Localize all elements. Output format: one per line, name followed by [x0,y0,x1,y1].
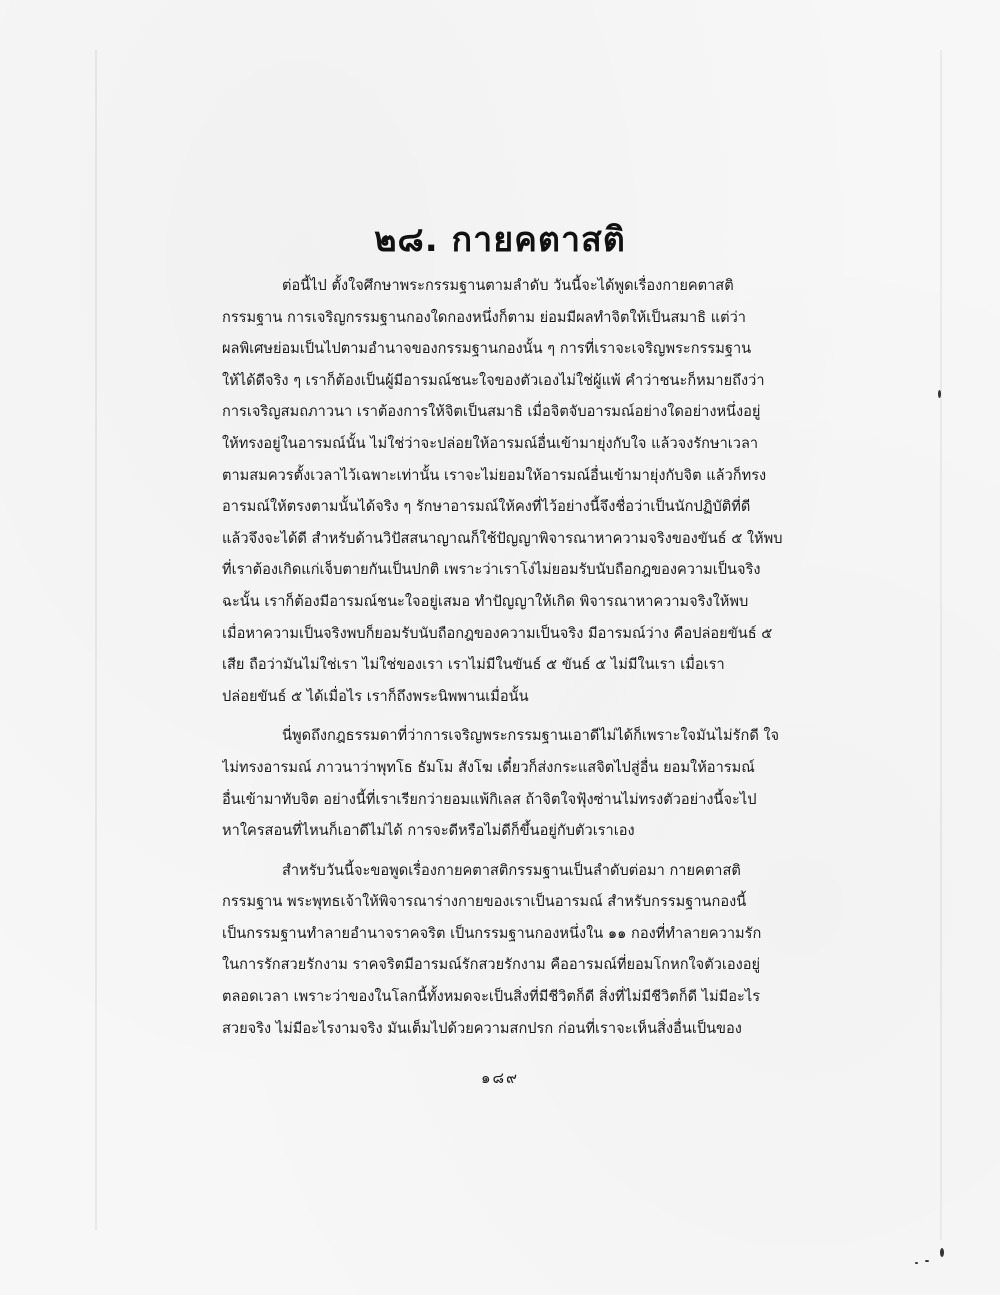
text-line: ปล่อยขันธ์ ๕ ได้เมื่อไร เราก็ถึงพระนิพพานเมื่อนั้น [222,687,529,705]
text-line: ฉะนั้น เราก็ต้องมีอารมณ์ชนะใจอยู่เสมอ ทำปัญญาให้เกิด พิจารณาหาความจริงให้พบ [222,592,749,610]
text-line: เป็นกรรมฐานทำลายอำนาจราคจริต เป็นกรรมฐานกองหนึ่งใน ๑๑ กองที่ทำลายความรัก [222,924,762,942]
text-line: กรรมฐาน การเจริญกรรมฐานกองใดกองหนึ่งก็ตาม ย่อมมีผลทำจิตให้เป็นสมาธิ แต่ว่า [222,308,746,326]
paragraph-2 [222,720,834,846]
text-line: อื่นเข้ามาทับจิต อย่างนี้ที่เราเรียกว่ายอมแพ้กิเลส ถ้าจิตใจฟุ้งซ่านไม่ทรงตัวอย่างนี้จะไป [222,790,757,808]
text-line: ตลอดเวลา เพราะว่าของในโลกนี้ทั้งหมดจะเป็นสิ่งที่มีชีวิตก็ดี สิ่งที่ไม่มีชีวิตก็ดี ไม่มีอะไร [222,988,761,1006]
page-number: ๑๘๙ [480,1069,520,1087]
paragraph-3 [222,855,834,1045]
text-line: แล้วจึงจะได้ดี สำหรับด้านวิปัสสนาญาณก็ใช้ปัญญาพิจารณาหาความจริงของขันธ์ ๕ ให้พบ [222,529,783,547]
text-line: การเจริญสมถภาวนา เราต้องการให้จิตเป็นสมาธิ เมื่อจิตจับอารมณ์อย่างใดอย่างหนึ่งอยู่ [222,403,761,421]
text-line: สวยจริง ไม่มีอะไรงามจริง มันเต็มไปด้วยความสกปรก ก่อนที่เราจะเห็นสิ่งอื่นเป็นของ [222,1019,742,1037]
paragraph-gap [222,712,834,720]
paragraph-1 [222,270,834,712]
text-line: ผลพิเศษย่อมเป็นไปตามอำนาจของกรรมฐานกองนั้น ๆ การที่เราจะเจริญพระกรรมฐาน [222,340,752,358]
scan-speck [940,1248,944,1257]
scan-speck [938,390,941,398]
text-line: ในการรักสวยรักงาม ราคจริตมีอารมณ์รักสวยรักงาม คืออารมณ์ที่ยอมโกหกใจตัวเองอยู่ [222,956,761,974]
text-line: ตามสมควรตั้งเวลาไว้เฉพาะเท่านั้น เราจะไม่ยอมให้อารมณ์อื่นเข้ามายุ่งกับจิต แล้วก็ทรง [222,466,767,484]
body-text [222,270,834,1044]
text-line: หาใครสอนที่ไหนก็เอาดีไม่ได้ การจะดีหรือไม่ดีก็ขึ้นอยู่กับตัวเราเอง [222,822,635,840]
text-line: ให้ได้ดีจริง ๆ เราก็ต้องเป็นผู้มีอารมณ์ชนะใจของตัวเองไม่ใช่ผู้แพ้ คำว่าชนะก็หมายถึงว่า [222,371,765,389]
scan-speck [915,1262,918,1264]
text-line: กรรมฐาน พระพุทธเจ้าให้พิจารณาร่างกายของเราเป็นอารมณ์ สำหรับกรรมฐานกองนี้ [222,893,747,911]
text-line: อารมณ์ให้ตรงตามนั้นได้จริง ๆ รักษาอารมณ์ให้คงที่ไว้อย่างนี้จึงชื่อว่าเป็นนักปฏิบัติที่ดี [222,498,751,516]
chapter-title: ๒๘. กายคตาสติ [374,220,626,260]
text-line: ที่เราต้องเกิดแก่เจ็บตายกันเป็นปกติ เพราะว่าเราโง่ไม่ยอมรับนับถือกฎของความเป็นจริง [222,561,761,579]
text-line: สำหรับวันนี้จะขอพูดเรื่องกายคตาสติกรรมฐานเป็นลำดับต่อมา กายคตาสติ [282,861,741,879]
text-line: เมื่อหาความเป็นจริงพบก็ยอมรับนับถือกฎของความเป็นจริง มีอารมณ์ว่าง คือปล่อยขันธ์ ๕ [222,624,773,642]
text-line: เสีย ถือว่ามันไม่ใช่เรา ไม่ใช่ของเรา เราไม่มีในขันธ์ ๕ ขันธ์ ๕ ไม่มีในเรา เมื่อเรา [222,656,725,674]
text-line: นี่พูดถึงกฎธรรมดาที่ว่าการเจริญพระกรรมฐานเอาดีไม่ได้ก็เพราะใจมันไม่รักดี ใจ [282,727,780,745]
text-line: ให้ทรงอยู่ในอารมณ์นั้น ไม่ใช่ว่าจะปล่อยให้อารมณ์อื่นเข้ามายุ่งกับใจ แล้วจงรักษาเวลา [222,434,759,452]
paragraph-gap [222,847,834,855]
text-line: ต่อนี้ไป ตั้งใจศึกษาพระกรรมฐานตามลำดับ วันนี้จะได้พูดเรื่องกายคตาสติ [282,277,734,294]
scan-speck [925,1260,929,1262]
text-line: ไม่ทรงอารมณ์ ภาวนาว่าพุทโธ ธัมโม สังโฆ เดี๋ยวก็ส่งกระแสจิตไปสู่อื่น ยอมให้อารมณ์ [222,758,755,776]
